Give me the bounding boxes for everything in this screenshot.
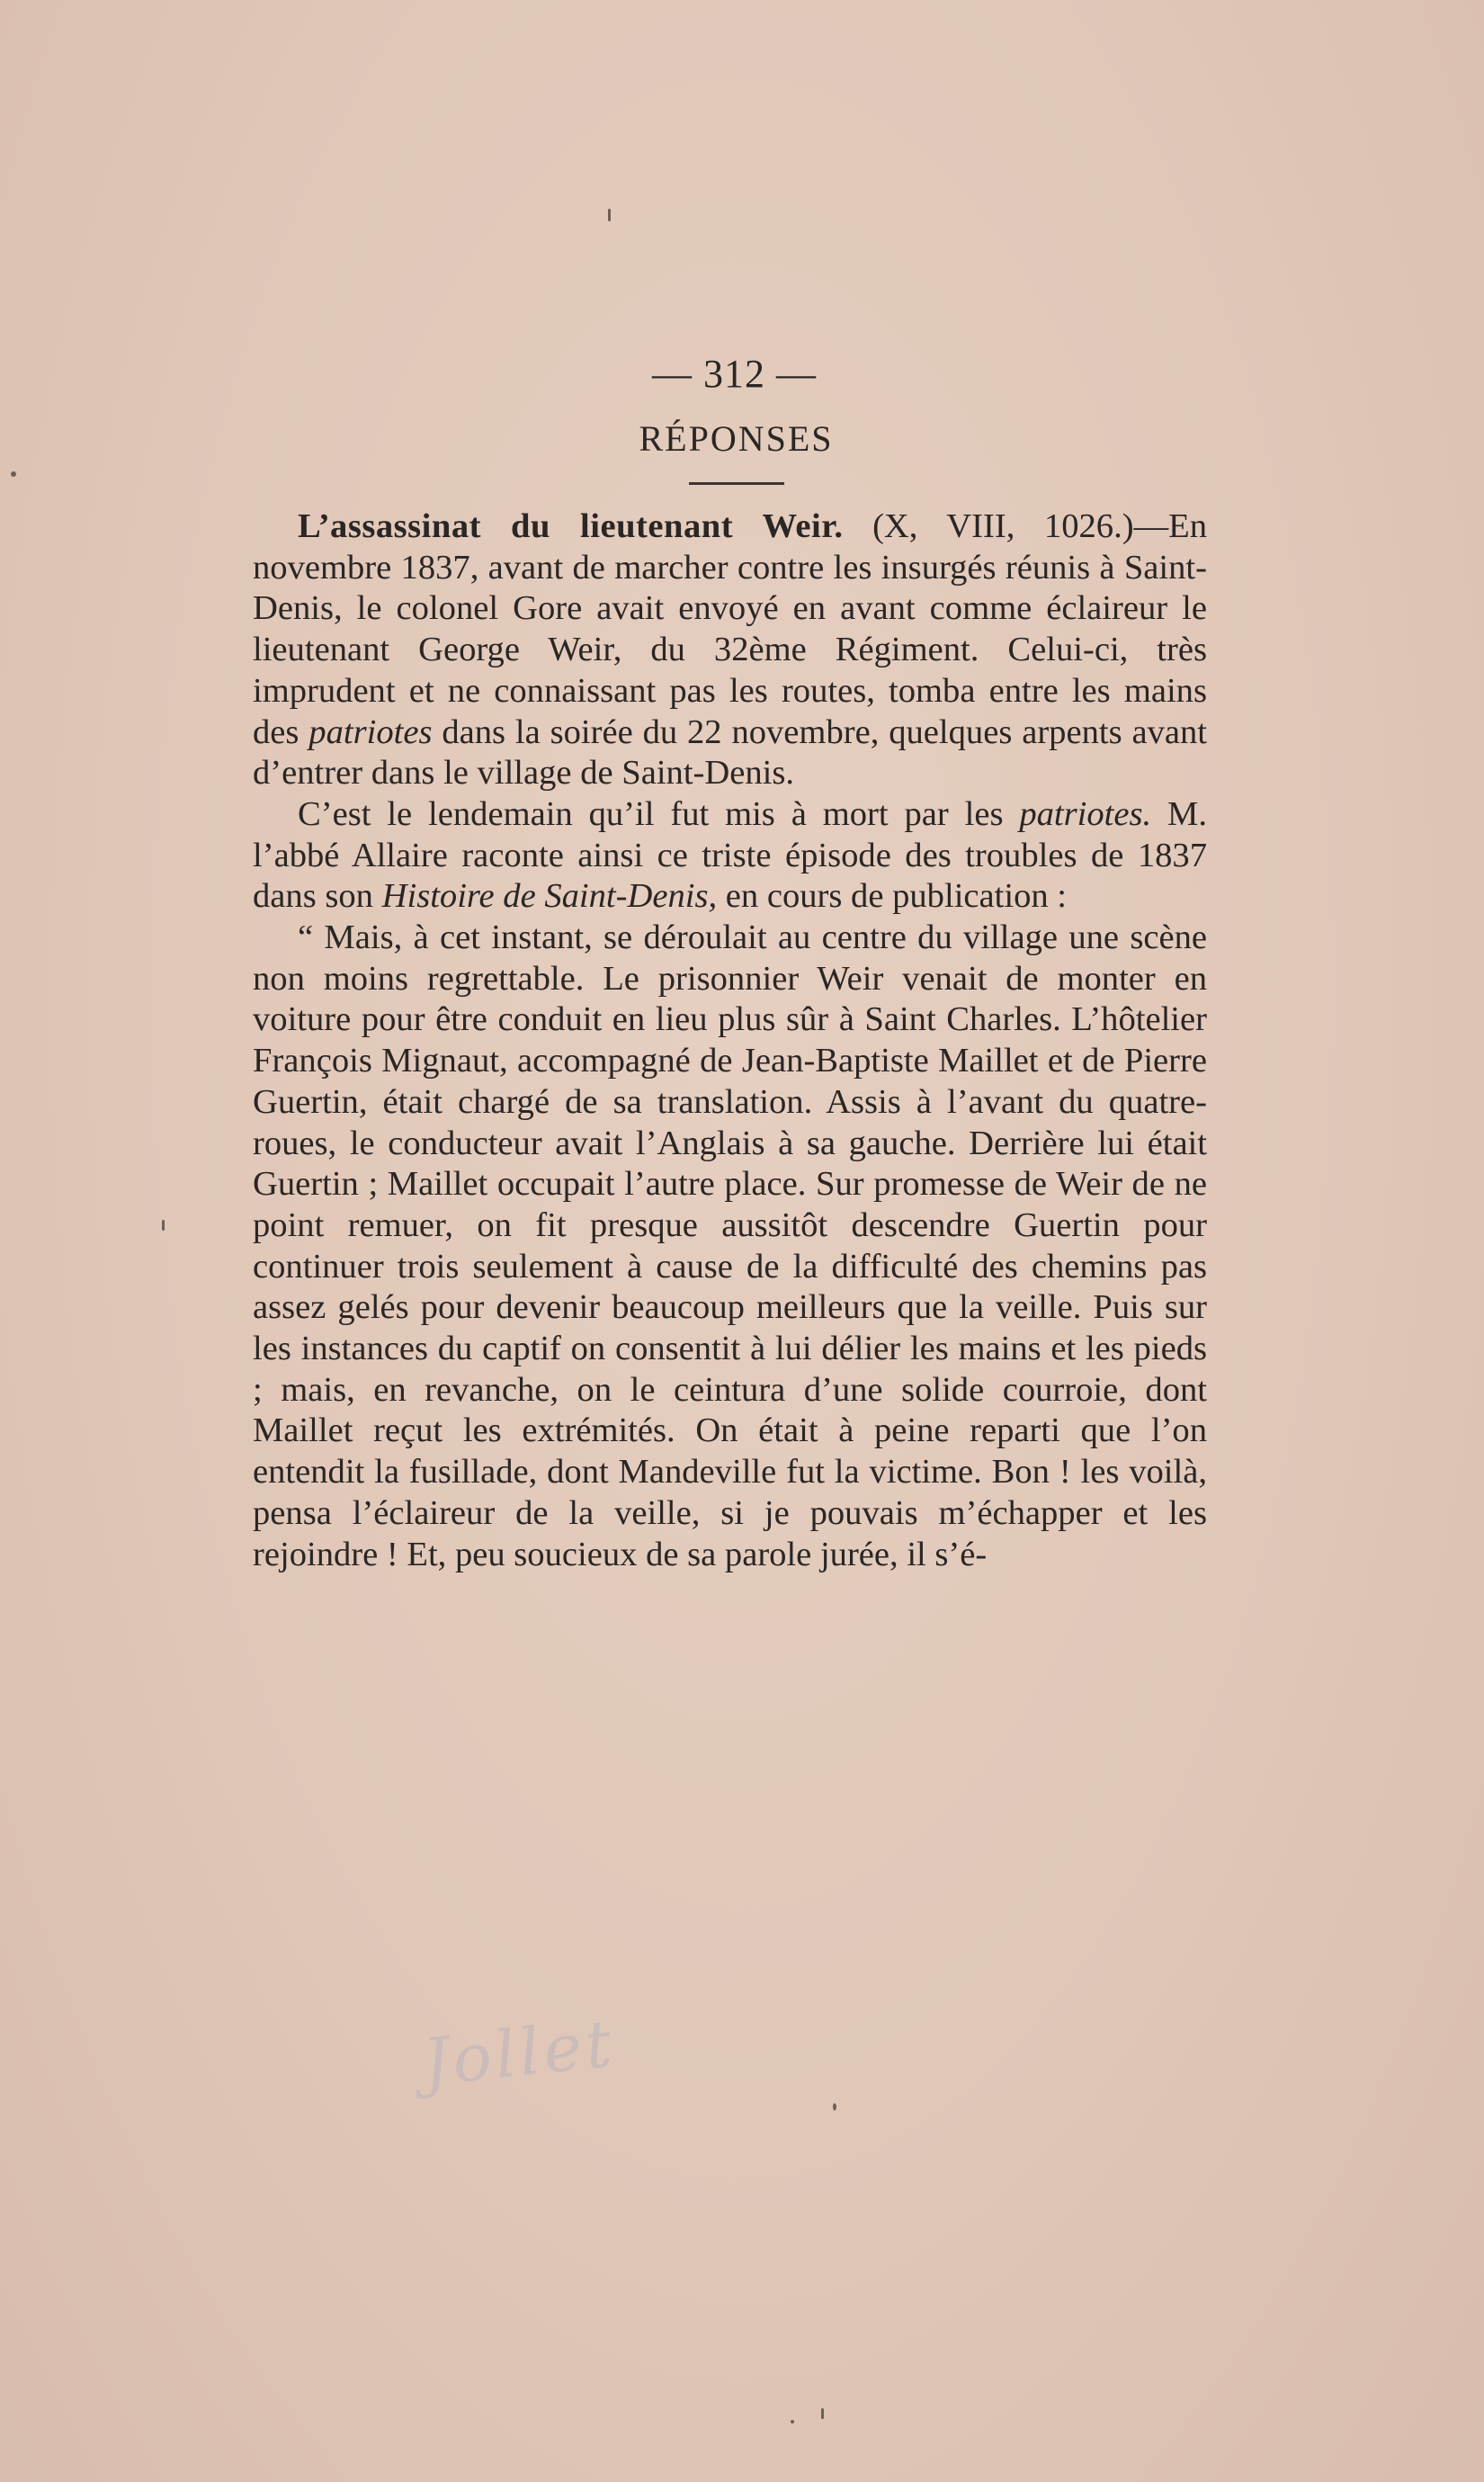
paper-speck [11,471,16,477]
faint-handwriting: Jollet [419,2005,619,2101]
title-rule [689,482,784,485]
paper-speck [608,209,611,221]
paper-speck [162,1220,165,1231]
paper-speck [791,2420,794,2424]
patriotes-italic-1: patriotes [308,712,433,751]
book-title: Histoire de Saint-Denis, [381,877,718,916]
page-number: — 312 — [652,352,817,396]
entry-opening: —En novembre 1837, avant de marcher contre les insurgés réunis à Saint-Denis, le colonel Gore avait envoyé en avant comme éclaireur le lieutenant George Weir, du 32ème Régiment. Celui-ci, très imprudent et ne connaissant pas les routes, tomba entre les mains des [253,507,1208,751]
paper-speck [821,2408,824,2419]
paragraph-1 [253,506,1207,794]
paragraph-3: “ Mais, à cet instant, se déroulait au centre du village une scène non moins regrettable. Le prisonnier Weir venait de monter en voiture pour être conduit en lieu plus sûr à Saint Charles. L’hôtelier François Mignaut, accompagné de Jean-Baptiste Maillet et de Pierre Guertin, était chargé de sa translation. Assis à l’avant du quatre-roues, le conducteur avait l’Anglais à sa gauche. Derrière lui était Guertin ; Maillet occupait l’autre place. Sur promesse de Weir de ne point remuer, on fit presque aussitôt descendre Guertin pour continuer trois seulement à cause de la difficulté des chemins pas assez gelés pour devenir beaucoup meilleurs que la veille. Puis sur les instances du captif on consentit à lui délier les mains et les pieds ; mais, en revanche, on le ceintura d’une solide courroie, dont Maillet reçut les extrémités. On était à peine reparti que l’on entendit la fusillade, dont Mandeville fut la victime. Bon ! les voilà, pensa l’éclaireur de la veille, si je pouvais m’échapper et les rejoindre ! Et, peu soucieux de sa parole jurée, il s’é- [253,918,1207,1573]
paragraph-2-middle: M. l’abbé Allaire raconte ainsi ce triste épisode des troubles de 1837 dans son [253,794,1208,916]
entry-heading: L’assassinat du lieutenant Weir. [298,507,844,545]
patriotes-italic-2: patriotes. [1019,794,1152,833]
paragraph-2-end: en cours de publication : [717,877,1068,916]
paragraph-2 [253,794,1207,918]
section-title: RÉPONSES [639,418,834,459]
paper-speck [833,2103,836,2110]
entry-opening-end: dans la soirée du 22 novembre, quelques arpents avant d’entrer dans le village de Saint-Denis. [253,712,1207,793]
entry-reference: (X, VIII, 1026.) [843,507,1134,545]
paragraph-2-start: C’est le lendemain qu’il fut mis à mort par les [298,794,1020,833]
article-body [253,506,1207,1575]
text-column [253,349,1207,1575]
